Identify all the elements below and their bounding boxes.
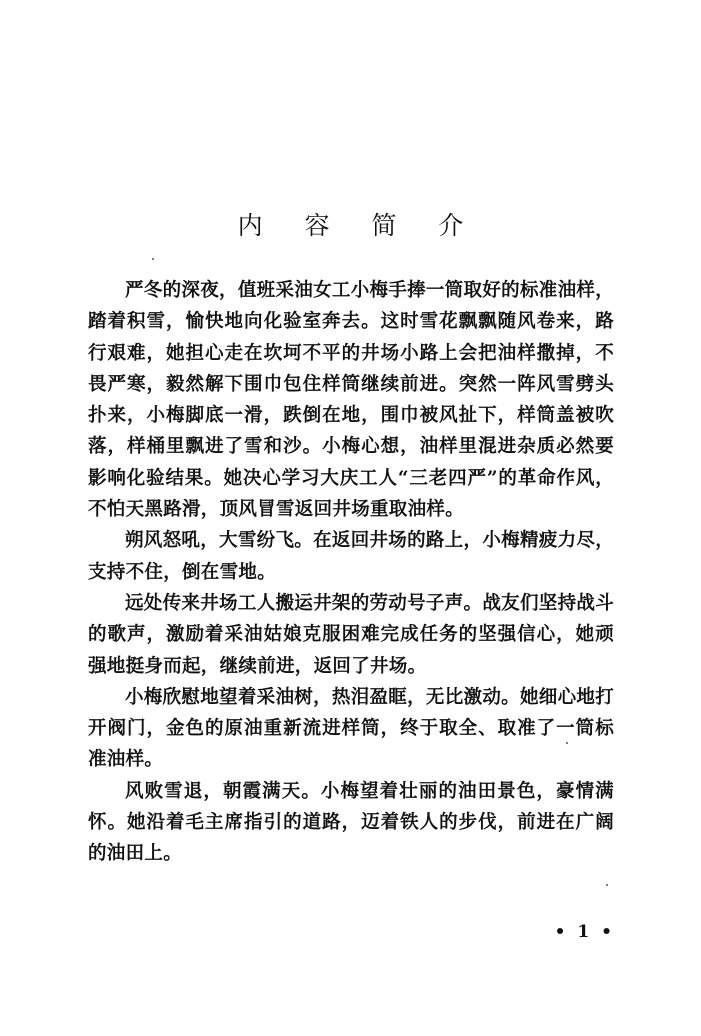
paragraph-3: 远处传来井场工人搬运井架的劳动号子声。战友们坚持战斗的歌声，激励着采油姑娘克服困难完成任务的坚强信心，她顽强地挺身而起，继续前进，返回了井场。 [88, 592, 614, 677]
paragraph-5: 风败雪退，朝霞满天。小梅望着壮丽的油田景色，豪情满怀。她沿着毛主席指引的道路，迈着铁人的步伐，前进在广阔的油田上。 [88, 780, 614, 865]
paragraph-1: 严冬的深夜，值班采油女工小梅手捧一筒取好的标准油样，踏着积雪，愉快地向化验室奔去。这时雪花飘飘随风卷来，路行艰难，她担心走在坎坷不平的井场小路上会把油样撒掉，不畏严寒，毅然解下围巾包住样筒继续前进。突然一阵风雪劈头扑来，小梅脚底一滑，跌倒在地，围巾被风扯下，样筒盖被吹落，样桶里飘进了雪和沙。小梅心想，油样里混进杂质必然要影响化验结果。她决心学习大庆工人“三老四严”的革命作风，不怕天黑路滑，顶风冒雪返回井场重取油样。 [88, 280, 614, 521]
page-title: 内 容 简 介 [237, 211, 481, 240]
paragraph-4: 小梅欣慰地望着采油树，热泪盈眶，无比激动。她细心地打开阀门，金色的原油重新流进样筒，终于取全、取准了一筒标准油样。 [88, 686, 614, 771]
scan-speck [606, 884, 608, 886]
scan-speck [566, 742, 568, 744]
scan-speck [152, 258, 154, 260]
page-number: • 1 • [554, 922, 615, 942]
paragraph-2: 朔风怒吼，大雪纷飞。在返回井场的路上，小梅精疲力尽，支持不住，倒在雪地。 [88, 530, 614, 583]
body-text [88, 275, 614, 870]
